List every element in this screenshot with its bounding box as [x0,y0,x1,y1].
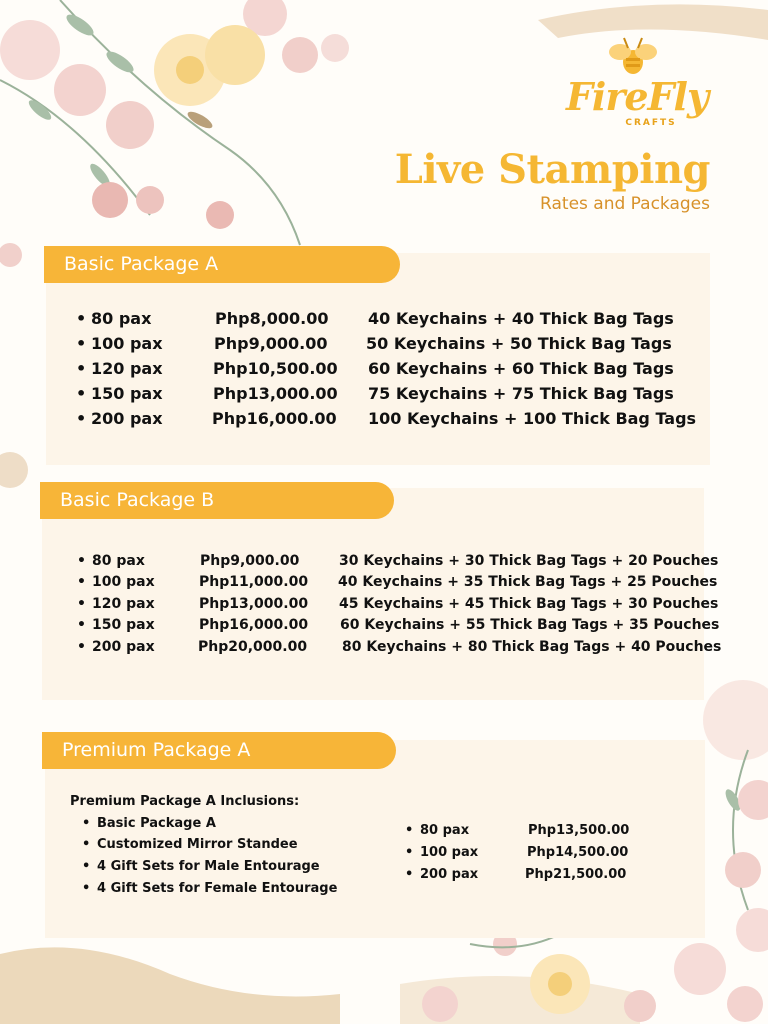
package-b-row [42,617,720,639]
package-b-row [42,596,719,618]
inclusion-text: • 4 Gift Sets for Female Entourage [97,881,337,896]
inclusion-text: • Customized Mirror Standee [97,837,298,852]
price: Php16,000.00 [199,617,309,633]
items: 50 Keychains + 50 Thick Bag Tags [366,334,672,353]
package-a-row [46,409,710,434]
premium-a-row [45,845,705,867]
price: Php11,000.00 [199,574,309,590]
pax: • 80 pax [91,309,151,328]
page-subtitle: Rates and Packages [540,194,710,214]
premium-a-row [45,823,705,845]
firefly-logo [562,34,712,134]
brush-decoration-left [0,440,40,500]
brand-subtitle: CRAFTS [625,118,677,128]
package-a-row [46,384,710,409]
price: Php8,000.00 [215,309,329,328]
pax: • 150 pax [92,617,155,633]
pax: • 200 pax [91,409,163,428]
price: Php13,500.00 [528,823,630,838]
package-a-title: Basic Package A [44,246,400,283]
items: 40 Keychains + 35 Thick Bag Tags + 25 Pouches [338,574,718,590]
premium-a-card [45,740,705,938]
pax: • 100 pax [420,845,478,860]
package-b-row [42,553,719,575]
brand-name: FireFly [565,74,709,119]
items: 60 Keychains + 60 Thick Bag Tags [368,359,674,378]
package-b-row [42,574,718,596]
inclusion-text: • 4 Gift Sets for Male Entourage [97,859,320,874]
premium-a-title: Premium Package A [42,732,396,769]
price: Php10,500.00 [213,359,338,378]
pax: • 80 pax [92,553,145,569]
inclusion-text: • Basic Package A [97,816,216,831]
package-a-row [46,309,710,334]
price: Php14,500.00 [527,845,629,860]
pax: • 150 pax [91,384,163,403]
package-a-row [46,359,710,384]
items: 100 Keychains + 100 Thick Bag Tags [368,409,697,428]
page-title: Live Stamping [394,146,710,193]
premium-a-row [45,867,705,889]
price: Php21,500.00 [525,867,627,882]
pax: • 120 pax [91,359,163,378]
package-b-row [42,639,722,661]
price: Php13,000.00 [213,384,338,403]
price: Php9,000.00 [200,553,300,569]
firefly-bug-icon [608,34,658,78]
items: 40 Keychains + 40 Thick Bag Tags [368,309,674,328]
pax: • 100 pax [91,334,163,353]
pax: • 120 pax [92,596,155,612]
pax: • 200 pax [420,867,478,882]
items: 80 Keychains + 80 Thick Bag Tags + 40 Pouches [342,639,722,655]
price: Php9,000.00 [214,334,328,353]
package-a-card [46,253,710,465]
package-a-row [46,334,710,359]
items: 75 Keychains + 75 Thick Bag Tags [368,384,674,403]
items: 60 Keychains + 55 Thick Bag Tags + 35 Pouches [340,617,720,633]
price: Php13,000.00 [199,596,309,612]
price: Php16,000.00 [212,409,337,428]
pax: • 80 pax [420,823,469,838]
items: 45 Keychains + 45 Thick Bag Tags + 30 Pouches [339,596,719,612]
pax: • 200 pax [92,639,155,655]
package-b-title: Basic Package B [40,482,394,519]
package-b-card [42,488,722,700]
pax: • 100 pax [92,574,155,590]
price: Php20,000.00 [198,639,308,655]
items: 30 Keychains + 30 Thick Bag Tags + 20 Pouches [339,553,719,569]
inclusions-heading: Premium Package A Inclusions: [70,794,300,809]
